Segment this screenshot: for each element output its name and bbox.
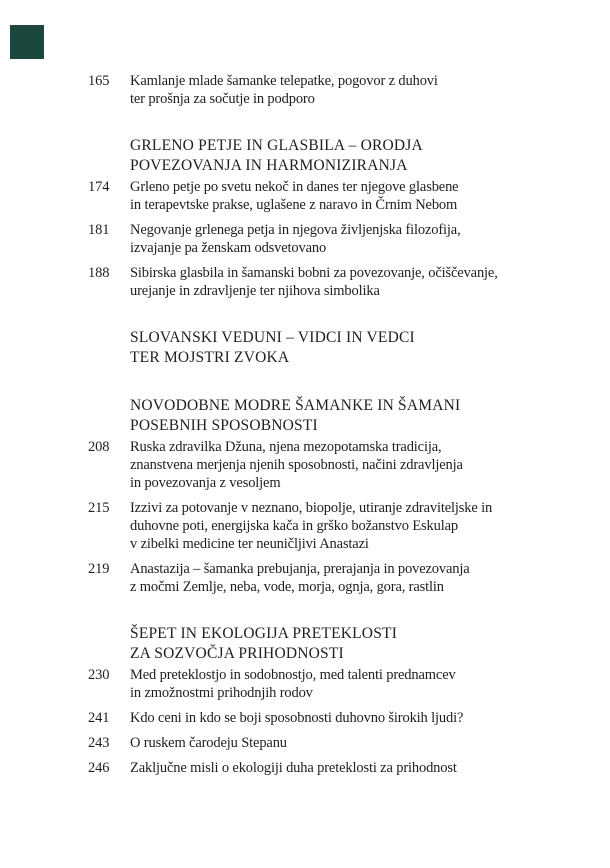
- entry-page-number: 246: [88, 760, 110, 776]
- toc-entry: [88, 734, 578, 752]
- entry-line: in zmožnostmi prihodnjih rodov: [130, 685, 313, 701]
- entry-text: [130, 734, 578, 752]
- corner-accent-square: [10, 25, 44, 59]
- entry-line: in terapevtske prakse, uglašene z naravo in Črnim Nebom: [130, 197, 458, 213]
- section-heading-line: ŠEPET IN EKOLOGIJA PRETEKLOSTI: [130, 625, 398, 642]
- entry-line: urejanje in zdravljenje ter njihova simbolika: [130, 283, 380, 299]
- section-heading: [130, 396, 578, 436]
- toc-entry: [88, 264, 578, 300]
- section-heading-line: NOVODOBNE MODRE ŠAMANKE IN ŠAMANI: [130, 397, 461, 414]
- section-heading-line: GRLENO PETJE IN GLASBILA – ORODJA: [130, 137, 423, 154]
- entry-page-number: 219: [88, 561, 110, 577]
- entry-line: Ruska zdravilka Džuna, njena mezopotamska tradicija,: [130, 439, 442, 455]
- entry-line: Med preteklostjo in sodobnostjo, med talenti prednamcev: [130, 667, 456, 683]
- section-heading-line: SLOVANSKI VEDUNI – VIDCI IN VEDCI: [130, 329, 415, 346]
- section-heading-line: TER MOJSTRI ZVOKA: [130, 349, 290, 366]
- toc-entry: [88, 499, 578, 553]
- toc-entry: [88, 72, 578, 108]
- entry-line: Izzivi za potovanje v neznano, biopolje, utiranje zdraviteljske in: [130, 500, 493, 516]
- entry-page-number: 208: [88, 439, 110, 455]
- entry-page-number: 241: [88, 710, 110, 726]
- entry-text: [130, 499, 578, 553]
- entry-line: Negovanje grlenega petja in njegova življenjska filozofija,: [130, 222, 461, 238]
- toc-entry: [88, 666, 578, 702]
- entry-line: Zaključne misli o ekologiji duha preteklosti za prihodnost: [130, 760, 457, 776]
- entry-line: Kamlanje mlade šamanke telepatke, pogovor z duhovi: [130, 73, 438, 89]
- entry-page-number: 188: [88, 265, 110, 281]
- entry-text: [130, 709, 578, 727]
- entry-line: Anastazija – šamanka prebujanja, prerajanja in povezovanja: [130, 561, 470, 577]
- entry-text: [130, 438, 578, 492]
- toc-entry: [88, 759, 578, 777]
- entry-line: z močmi Zemlje, neba, vode, morja, ognja, gora, rastlin: [130, 579, 444, 595]
- section-heading-line: POVEZOVANJA IN HARMONIZIRANJA: [130, 157, 408, 174]
- entry-text: [130, 178, 578, 214]
- entry-line: izvajanje pa ženskam odsvetovano: [130, 240, 327, 256]
- toc-section: [88, 136, 578, 300]
- toc-entry: [88, 438, 578, 492]
- entry-text: [130, 666, 578, 702]
- toc-entry: [88, 178, 578, 214]
- entry-line: Kdo ceni in kdo se boji sposobnosti duhovno širokih ljudi?: [130, 710, 464, 726]
- section-heading-line: ZA SOZVOČJA PRIHODNOSTI: [130, 645, 344, 662]
- entry-page-number: 230: [88, 667, 110, 683]
- entry-line: in povezovanja z vesoljem: [130, 475, 281, 491]
- entry-text: [130, 759, 578, 777]
- table-of-contents: [88, 0, 578, 784]
- section-heading: [130, 624, 578, 664]
- entry-line: ter prošnja za sočutje in podporo: [130, 91, 315, 107]
- entry-page-number: 215: [88, 500, 110, 516]
- entry-line: znanstvena merjenja njenih sposobnosti, načini zdravljenja: [130, 457, 463, 473]
- toc-section: [88, 396, 578, 596]
- entry-page-number: 243: [88, 735, 110, 751]
- entry-page-number: 181: [88, 222, 110, 238]
- entry-line: O ruskem čarodeju Stepanu: [130, 735, 287, 751]
- entry-line: Grleno petje po svetu nekoč in danes ter njegove glasbene: [130, 179, 459, 195]
- entry-text: [130, 221, 578, 257]
- entry-line: Sibirska glasbila in šamanski bobni za povezovanje, očiščevanje,: [130, 265, 498, 281]
- toc-entry: [88, 221, 578, 257]
- toc-section: [88, 72, 578, 108]
- entry-line: duhovne poti, energijska kača in grško božanstvo Eskulap: [130, 518, 458, 534]
- toc-entry: [88, 560, 578, 596]
- toc-section: [88, 328, 578, 368]
- entry-text: [130, 264, 578, 300]
- section-heading: [130, 136, 578, 176]
- entry-text: [130, 560, 578, 596]
- section-heading-line: POSEBNIH SPOSOBNOSTI: [130, 417, 318, 434]
- toc-entry: [88, 709, 578, 727]
- toc-section: [88, 624, 578, 777]
- section-heading: [130, 328, 578, 368]
- entry-text: [130, 72, 578, 108]
- entry-page-number: 174: [88, 179, 110, 195]
- entry-page-number: 165: [88, 73, 110, 89]
- entry-line: v zibelki medicine ter neuničljivi Anastazi: [130, 536, 369, 552]
